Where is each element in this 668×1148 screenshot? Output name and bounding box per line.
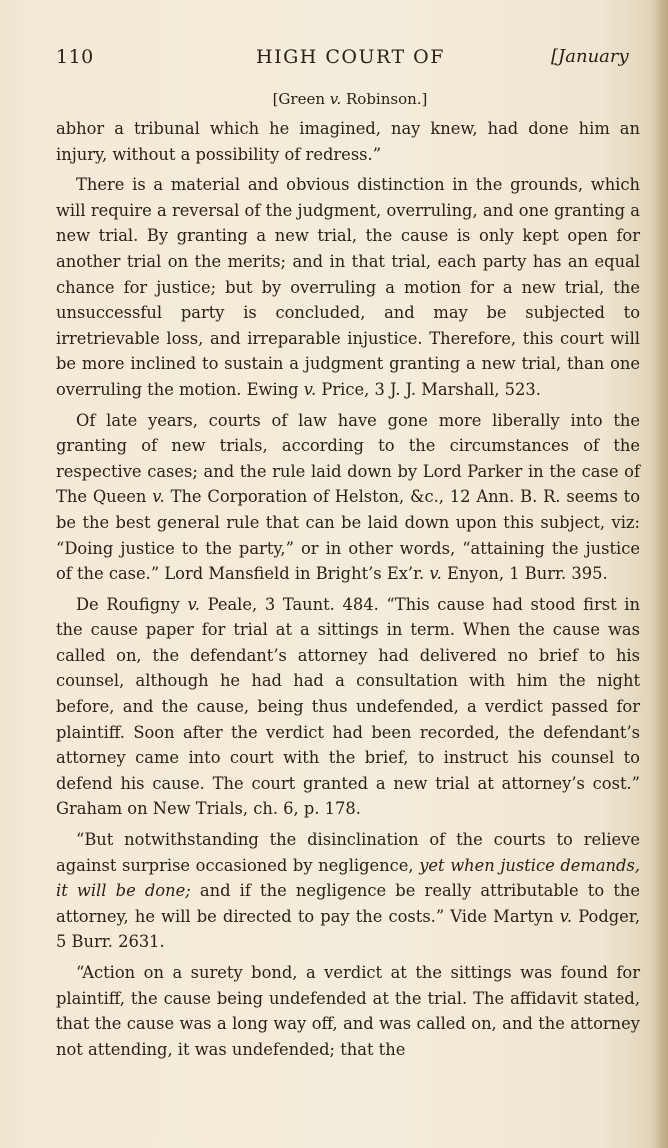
italic-phrase: yet when justice demands, it will be done; — [56, 855, 640, 901]
paragraph-text: abhor a tribunal which he imagined, nay knew, had done him an injury, without a possibility of redress.” — [56, 119, 640, 164]
case-caption-start: [Green — [272, 90, 330, 108]
case-caption-end: Robinson.] — [341, 90, 428, 108]
versus-abbrev: v. — [152, 487, 165, 507]
paragraph-text: and if the negligence be really attributable to the attorney, he will be directed to pay the costs.” Vide Martyn — [56, 881, 640, 926]
paragraph-1 — [56, 116, 640, 167]
versus-abbrev: v. — [559, 906, 573, 926]
case-caption — [0, 90, 668, 108]
paragraph-text: “Action on a surety bond, a verdict at the sittings was found for plaintiff, the cause being undefended at the trial. The affidavit stated, that the cause was a long way off, and was called on, and the attorney not attending, it was undefended; that the — [56, 963, 640, 1059]
running-head-month — [551, 46, 629, 67]
paragraph-4 — [56, 592, 640, 822]
paragraph-citation: Price, 3 J. J. Marshall, 523. — [316, 379, 541, 399]
month-bracket: [ — [551, 46, 559, 67]
paragraph-text: There is a material and obvious distinction in the grounds, which will require a reversal of the judgment, overruling, and one granting a new trial. By granting a new trial, the cause is only kept open for another trial on the merits; and in that trial, each party has an equal chance for justice; but by overruling a motion for a new trial, the unsuccessful party is concluded, and may be subjected to irretrievable loss, and irreparable injustice. Therefore, this court will be more inclined to sustain a judgment granting a new trial, than one overruling the motion. Ewing — [56, 175, 640, 399]
paragraph-text: The Corporation of Helston, &c., 12 Ann. B. R. seems to be the best general rule that can be laid down upon this subject, viz: “Doing justice to the party,” or in other words, “attaining the justice of the case.” Lord Mansfield in Bright’s Ex’r. — [56, 487, 641, 584]
paragraph-2 — [56, 172, 640, 402]
page-edge-shadow — [654, 0, 668, 1148]
month-name: January — [558, 46, 629, 67]
paragraph-citation: Enyon, 1 Burr. 395. — [441, 564, 608, 584]
paragraph-3 — [56, 408, 640, 587]
paragraph-text: Peale, 3 Taunt. 484. “This cause had stood first in the cause paper for trial at a sittings in term. When the cause was called on, the defendant’s attorney had delivered no brief to his counsel, although he had had a consultation with him the night before, and the cause, being thus undefended, a verdict passed for plaintiff. Soon after the verdict had been recorded, the defendant’s attorney came into court with the brief, to instruct his counsel to defend his cause. The court granted a new trial at attorney’s cost.” Graham on New Trials, ch. 6, p. 178. — [56, 594, 640, 819]
paragraph-6 — [56, 960, 640, 1062]
paragraph-citation: Podger, 5 Burr. 2631. — [56, 906, 640, 952]
versus-abbrev: v. — [187, 594, 200, 614]
page-header — [0, 46, 668, 76]
running-head: HIGH COURT OF — [256, 46, 445, 68]
paragraph-text: De Roufigny — [76, 594, 188, 614]
case-caption-versus: v. — [329, 90, 342, 108]
paragraph-5 — [56, 827, 640, 955]
page-number: 110 — [56, 46, 94, 68]
body-text — [56, 116, 640, 1062]
versus-abbrev: v. — [303, 379, 317, 399]
versus-abbrev: v. — [429, 564, 442, 584]
paragraph-text: Of late years, courts of law have gone more liberally into the granting of new trials, according to the circumstances of the respective cases; and the rule laid down by Lord Parker in the case of The Queen — [56, 410, 640, 507]
paragraph-text: “But notwithstanding the disinclination of the courts to relieve against surprise occasioned by negligence, — [56, 830, 640, 875]
